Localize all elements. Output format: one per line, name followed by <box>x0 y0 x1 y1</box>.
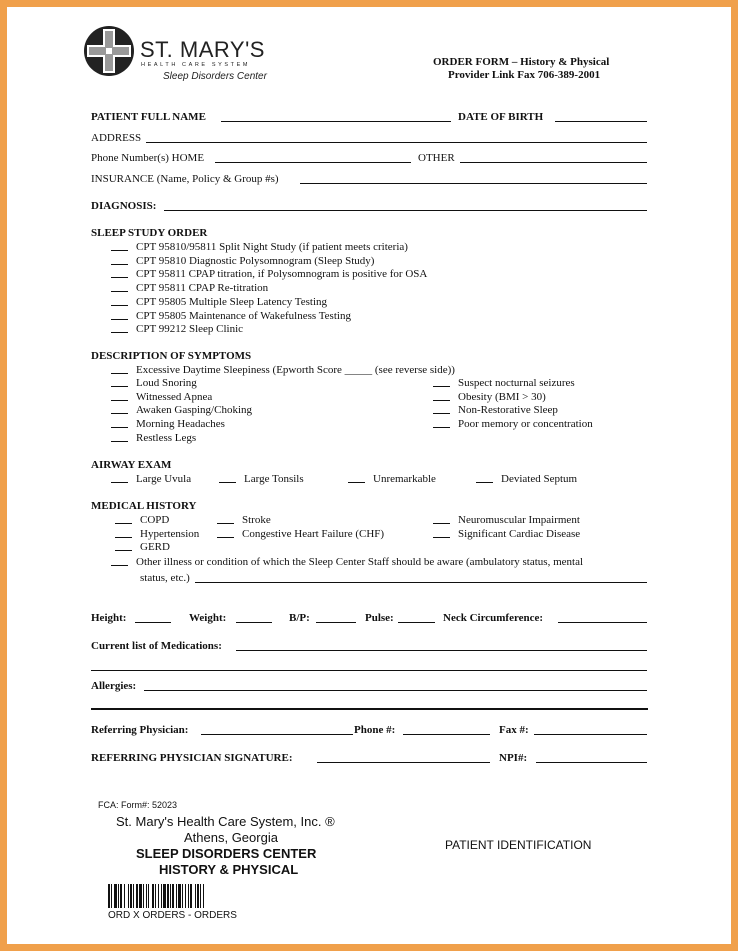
brand-sub: HEALTH CARE SYSTEM <box>141 62 251 68</box>
sleep-study-item: CPT 95805 Multiple Sleep Latency Testing <box>136 295 328 308</box>
pulse-label: Pulse: <box>365 612 394 624</box>
patient-name-field[interactable] <box>221 121 451 122</box>
symptom-left-item-checkbox[interactable] <box>111 413 128 414</box>
medical-col1-item-checkbox[interactable] <box>115 523 132 524</box>
symptom-left-item: Loud Snoring <box>136 377 197 389</box>
symptom-left-item: Witnessed Apnea <box>136 390 213 403</box>
barcode-text: ORD X ORDERS - ORDERS <box>108 910 237 921</box>
medical-col1-item: Hypertension <box>140 527 200 540</box>
symptom-right-item-checkbox[interactable] <box>433 400 450 401</box>
logo-mark-icon <box>83 25 135 77</box>
airway-item: Large Tonsils <box>244 473 304 485</box>
insurance-field[interactable] <box>300 183 647 184</box>
footer-center: SLEEP DISORDERS CENTER <box>136 846 317 861</box>
sleep-study-item-checkbox[interactable] <box>111 264 128 265</box>
referring-fax-label: Fax #: <box>499 724 529 736</box>
symptom-left-item-checkbox[interactable] <box>111 441 128 442</box>
symptom-left-item: Morning Headaches <box>136 418 225 431</box>
medical-col2-item: Stroke <box>242 514 271 526</box>
allergies-label: Allergies: <box>91 680 137 692</box>
neck-label: Neck Circumference: <box>443 612 544 624</box>
bp-label: B/P: <box>289 612 310 624</box>
diagnosis-field[interactable] <box>164 210 647 211</box>
referring-phone-field[interactable] <box>403 734 490 735</box>
airway-heading: AIRWAY EXAM <box>91 459 172 471</box>
sleep-study-item: CPT 95810 Diagnostic Polysomnogram (Sleep Study) <box>136 254 375 267</box>
phone-home-label: Phone Number(s) HOME <box>91 152 205 164</box>
symptom-right-item: Poor memory or concentration <box>458 418 593 431</box>
allergies-field[interactable] <box>144 690 647 691</box>
footer-org: St. Mary's Health Care System, Inc. ® <box>116 814 335 829</box>
bp-field[interactable] <box>316 622 356 623</box>
pulse-field[interactable] <box>398 622 435 623</box>
airway-item: Unremarkable <box>373 473 436 485</box>
symptom-right-item: Non-Restorative Sleep <box>458 404 558 417</box>
brand-name: ST. MARY'S <box>140 37 265 62</box>
sleep-study-item-checkbox[interactable] <box>111 319 128 320</box>
patient-name-label: PATIENT FULL NAME <box>91 111 206 123</box>
order-form-page <box>7 7 731 944</box>
medical-col1-item-checkbox[interactable] <box>115 550 132 551</box>
medications-field[interactable] <box>236 650 647 651</box>
section-divider <box>91 708 648 710</box>
symptom-left-item: Awaken Gasping/Choking <box>136 404 253 417</box>
symptom-left-item: Restless Legs <box>136 431 197 444</box>
medical-col3-item-checkbox[interactable] <box>433 523 450 524</box>
signature-label: REFERRING PHYSICIAN SIGNATURE: <box>91 752 293 764</box>
symptom-right-item: Suspect nocturnal seizures <box>458 377 575 389</box>
sleep-study-heading: SLEEP STUDY ORDER <box>91 227 208 239</box>
medical-col1-item: COPD <box>140 514 170 526</box>
barcode-icon <box>108 884 248 908</box>
airway-item: Large Uvula <box>136 473 192 485</box>
symptom-right-item: Obesity (BMI > 30) <box>458 390 546 403</box>
weight-label: Weight: <box>189 612 227 624</box>
sleep-study-item: CPT 95810/95811 Split Night Study (if patient meets criteria) <box>136 241 408 253</box>
referring-fax-field[interactable] <box>534 734 647 735</box>
other-illness-line2: status, etc.) <box>140 572 190 584</box>
referring-physician-label: Referring Physician: <box>91 724 189 736</box>
sleep-study-item-checkbox[interactable] <box>111 305 128 306</box>
fca-form-number: FCA: Form#: 52023 <box>98 800 178 810</box>
medical-col3-item-checkbox[interactable] <box>433 537 450 538</box>
sleep-study-item-checkbox[interactable] <box>111 332 128 333</box>
other-illness-field[interactable] <box>195 582 647 583</box>
symptom-right-item-checkbox[interactable] <box>433 386 450 387</box>
footer-hp: HISTORY & PHYSICAL <box>159 862 299 877</box>
diagnosis-label: DIAGNOSIS: <box>91 200 157 212</box>
medical-col1-item-checkbox[interactable] <box>115 537 132 538</box>
signature-field[interactable] <box>317 762 490 763</box>
phone-home-field[interactable] <box>215 162 411 163</box>
symptom-left-item-checkbox[interactable] <box>111 427 128 428</box>
npi-label: NPI#: <box>499 752 528 764</box>
medications-label: Current list of Medications: <box>91 640 222 652</box>
medical-col1-item: GERD <box>140 541 170 554</box>
insurance-label: INSURANCE (Name, Policy & Group #s) <box>91 173 279 185</box>
medical-col2-item-checkbox[interactable] <box>217 537 234 538</box>
weight-field[interactable] <box>236 622 272 623</box>
address-field[interactable] <box>146 142 647 143</box>
symptom-left-item-checkbox[interactable] <box>111 400 128 401</box>
dob-label: DATE OF BIRTH <box>458 111 544 123</box>
airway-item-checkbox[interactable] <box>348 482 365 483</box>
neck-field[interactable] <box>558 622 647 623</box>
dob-field[interactable] <box>555 121 647 122</box>
referring-phone-label: Phone #: <box>354 724 396 736</box>
patient-identification: PATIENT IDENTIFICATION <box>445 838 592 852</box>
other-illness-line1: Other illness or condition of which the Sleep Center Staff should be aware (ambulatory status, mental <box>136 556 584 568</box>
medical-col2-item-checkbox[interactable] <box>217 523 234 524</box>
medical-col3-item: Significant Cardiac Disease <box>458 527 581 540</box>
symptom-checkbox[interactable] <box>111 373 128 374</box>
footer-city: Athens, Georgia <box>184 830 278 845</box>
sleep-study-item: CPT 95805 Maintenance of Wakefulness Testing <box>136 309 351 322</box>
form-title: ORDER FORM – History & Physical <box>433 56 610 68</box>
medications-field-2[interactable] <box>91 670 647 671</box>
airway-item-checkbox[interactable] <box>476 482 493 483</box>
symptoms-heading: DESCRIPTION OF SYMPTOMS <box>91 350 252 362</box>
address-label: ADDRESS <box>91 132 142 144</box>
sleep-study-item: CPT 99212 Sleep Clinic <box>136 323 244 336</box>
referring-physician-field[interactable] <box>201 734 353 735</box>
symptom-right-item-checkbox[interactable] <box>433 413 450 414</box>
npi-field[interactable] <box>536 762 647 763</box>
sleep-study-item-checkbox[interactable] <box>111 291 128 292</box>
medical-col3-item: Neuromuscular Impairment <box>458 514 580 526</box>
sleep-study-item: CPT 95811 CPAP Re-titration <box>136 282 269 295</box>
symptom-epworth: Excessive Daytime Sleepiness (Epworth Score _____ (see reverse side)) <box>136 364 455 376</box>
symptom-right-item-checkbox[interactable] <box>433 427 450 428</box>
symptom-left-item-checkbox[interactable] <box>111 386 128 387</box>
sleep-study-item-checkbox[interactable] <box>111 250 128 251</box>
fax-line: Provider Link Fax 706-389-2001 <box>448 69 601 81</box>
phone-other-label: OTHER <box>418 152 455 164</box>
brand-dept: Sleep Disorders Center <box>163 71 267 82</box>
sleep-study-item-checkbox[interactable] <box>111 277 128 278</box>
other-illness-checkbox[interactable] <box>111 565 128 566</box>
st-marys-logo <box>83 25 283 85</box>
height-label: Height: <box>91 612 127 624</box>
medical-heading: MEDICAL HISTORY <box>91 500 197 512</box>
airway-item-checkbox[interactable] <box>111 482 128 483</box>
height-field[interactable] <box>135 622 171 623</box>
sleep-study-item: CPT 95811 CPAP titration, if Polysomnogram is positive for OSA <box>136 268 428 281</box>
medical-col2-item: Congestive Heart Failure (CHF) <box>242 527 385 540</box>
airway-item: Deviated Septum <box>501 473 578 485</box>
airway-item-checkbox[interactable] <box>219 482 236 483</box>
phone-other-field[interactable] <box>460 162 647 163</box>
